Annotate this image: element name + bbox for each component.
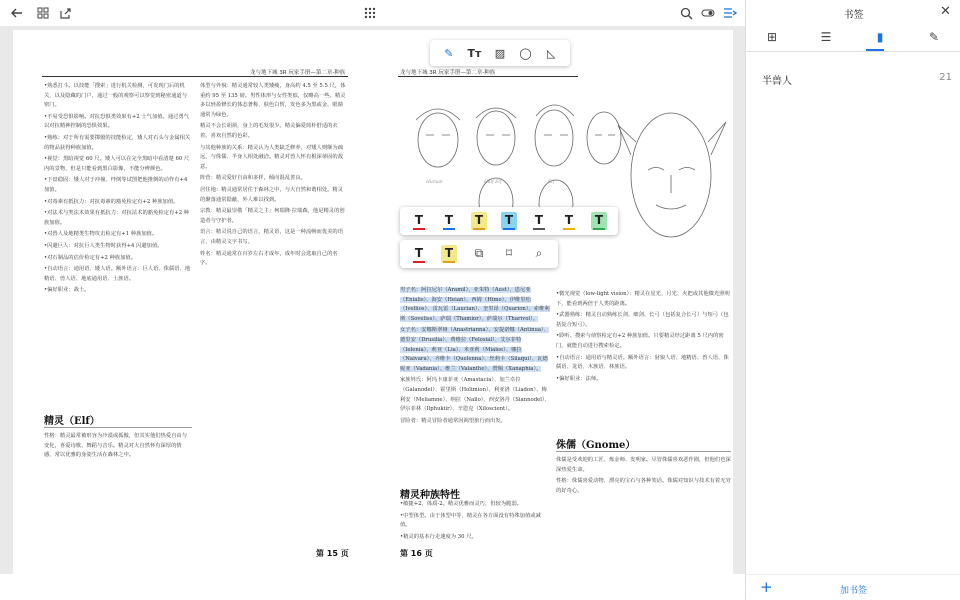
close-icon[interactable]: ✕ — [940, 4, 951, 19]
reader-toolbar — [0, 0, 745, 26]
panel-title: 书签 — [843, 10, 864, 21]
underline-yellow-option[interactable]: T — [561, 212, 577, 230]
toggle-icon[interactable] — [699, 4, 717, 22]
left-page-column-1-tail: 性格：精灵最常被形容为冷漠或孤傲，但其实他们热爱自由与变化，喜爱诗歌、舞蹈与音乐。精灵对大自然怀有深厚的情感，常以优雅的身姿生活在森林之中。 — [44, 433, 188, 459]
export-icon[interactable] — [56, 4, 74, 22]
section-title-elf: 精灵（Elf） — [44, 416, 100, 427]
header-rule — [398, 76, 578, 77]
human-label: Human — [426, 180, 443, 185]
selected-text[interactable]: 女子名：安娜斯翠娅（Anastrianna）、安提诺娜（Antinua）、德里安（Drusilia）、费维拉（Felosial）、艾尔菲特（Ielenia）、莉亚（Lia）、米亚莉（Mialee）、娜拉（Naivara）、齐维卡（Quelenna）、丝莉卡（Silaqui）、瓦德妮亚（Vadania）、维兰（Valanthe）、赞佩（Xanaphia）。 — [400, 327, 549, 372]
apps-icon[interactable] — [361, 4, 379, 22]
underline-red-option[interactable]: T — [411, 212, 427, 230]
underline-blue-option[interactable]: T — [441, 212, 457, 230]
half-elf-label: Half Elf — [484, 180, 502, 185]
annotation-tab-icon[interactable]: ✎ — [928, 30, 940, 44]
search-icon[interactable]: ⌕ — [535, 246, 543, 260]
right-page-names: 男子名：阿拉尼尔（Aramil）、亚朱特（Aust）、恩尼亚（Enialis）、海安（Heian）、西姆（Himo）、伊维里松（Ivellios）、雷瓦雷（Laucian）、奎里昂（Quarion）、索维利斯（Soveliss）、萨瑞（Thamior）、萨瑞尔（Tharivol）。 女子名：安娜斯翠娅（Anastrianna）、安提诺娜（Antinua）、德里安（Drusilia）、费维拉（Felosial）、艾尔菲特（Ielenia）、莉亚（Lia）、米亚莉（Mialee）、娜拉（Naivara）、齐维卡（Quelenna）、丝莉卡（Silaqui）、瓦德妮亚（Vadania）、维兰（Valanthe）、赞佩（Xanaphia）。 家族姓氏：阿玛卡康菲亚（Amastacia）、加兰卓拉（Galanodel）、霍里斯（Holimion）、利亚洛（Liadon）、梅利安（Meliamne）、纳拉（Naïlo）、西安洛丹（Siannodel）、伊尔菲林（Ilphukiir）、辛恩克（Xiloscient）。 冒险者：精灵冒险者通常因渴望旅行而出发。 — [400, 287, 550, 424]
bookmark-label: 半兽人 — [762, 76, 792, 87]
left-page-column-1: •熟悉打斗。以技能「搜索」进行机关检测，可发现门后的机关，以及隐藏的门户，通过一般的观察可以察觉到秘密通道与密门。 •不易受恐惧影响。对抗恐惧类效果有+2 士气加值。通过勇气以对抗精神控制的恐惧效果。 •熟练：对于所有需要掷骰的技能检定，矮人对石头与金属相关的物品获得种族加值。 •视觉：黑暗视觉 60 尺。矮人可以在完全黑暗中看清楚 60 尺内的景物，但是只能看到黑白影像，不能分辨颜色。 •下盘稳固：矮人对于冲撞、绊倒等试图把他推倒的动作有+4 加值。 •对毒素有抵抗力：对抗毒素的豁免检定有+2 种族加值。 •对法术与类法术效果有抵抗力：对抗法术的豁免检定有+2 种族加值。 •对兽人及地精类生物攻击检定有+1 种族加值。 •闪避巨人：对抗巨人类生物时获得+4 闪避加值。 •对石制品的估价检定有+2 种族加值。 •自动语言：通用语、矮人语。额外语言：巨人语、侏儒语、地精语、兽人语、地底通用语、土族语。 •偏好职业：战士。 — [44, 83, 191, 294]
selection-actions — [400, 240, 558, 268]
elf-label: Elf — [548, 180, 555, 185]
page-number: 第 16 页 — [400, 549, 433, 558]
highlight-green-option[interactable]: T — [591, 212, 607, 230]
highlight-yellow-option[interactable]: T — [471, 212, 487, 230]
status-bar — [0, 574, 745, 600]
header-rule — [42, 76, 348, 77]
bookmark-page: 21 — [939, 72, 952, 83]
shape-tool-icon[interactable]: ◺ — [546, 46, 556, 60]
selected-text[interactable]: 男子名：阿拉尼尔（Aramil）、亚朱特（Aust）、恩尼亚（Enialis）、海安（Heian）、西姆（Himo）、伊维里松（Ivellios）、雷瓦雷（Laucian）、奎里昂（Quarion）、索维利斯（Soveliss）、萨瑞（Thamior）、萨瑞尔（Tharivol）。 — [400, 287, 550, 322]
right-page-column-2: •微光视觉（low-light vision）：精灵在星光、月光、火把或其他微光照明下，能看到两倍于人类的距离。 •武器熟练：精灵自动熟练长剑、细剑、长弓（包括复合长弓）与短弓（包括复合短弓）。 •聆听、搜索与侦察检定有+2 种族加值。只要精灵经过距离 5 尺内的密门，就能自动进行搜索检定。 •自动语言：通用语与精灵语。额外语言：豺狼人语、地精语、兽人语、侏儒语、龙语、木族语、林族语。 •偏好职业：法师。 — [556, 291, 730, 382]
panel-tabs — [746, 26, 960, 52]
highlight-blue-option[interactable]: T — [501, 212, 517, 230]
grid-icon[interactable] — [34, 4, 52, 22]
page-header: 龙与地下城 3R 玩家手册—第二章-种族 — [400, 70, 496, 76]
image-tool-icon[interactable]: ▨ — [494, 46, 506, 60]
highlight-yellow-option[interactable]: T — [441, 245, 457, 263]
annotation-toolbar — [430, 40, 570, 66]
text-tool-icon[interactable]: Tт — [467, 46, 482, 60]
panel-icon[interactable] — [721, 4, 739, 22]
strike-option[interactable]: T — [531, 212, 547, 230]
bookmark-icon[interactable]: ⌑ — [505, 246, 513, 260]
left-page-column-2: 体型与外貌：精灵通常较人类矮瘦，身高约 4.5 至 5.5 尺，体重约 95 至 135 磅。男性体形与女性类似，仅略高一些。精灵多以轻盈修长的体态著称，肤色白皙，发色多为黑或金，眼睛通常为绿色。 精灵不会长胡须，身上的毛发很少。精灵偏爱简朴舒适的衣着，喜欢自然的色彩。 与其他种族的关系：精灵认为人类缺乏修养，对矮人则颇为疏远，与侏儒、半身人相处融洽。精灵对兽人怀有根深蒂固的敌意。 阵营：精灵爱好自由和多样，倾向混乱善良。 居住地：精灵通常居住于森林之中，与大自然和谐相处。精灵的聚落通常隐蔽，外人难以找到。 宗教：精灵最崇敬「精灵之主」柯瑞隆·拉瑞森，他是精灵的创造者与守护者。 语言：精灵说自己的语言，精灵语，这是一种流畅而优美的语言，由精灵文字书写。 姓名：精灵通常在百岁左右才成年，成年时会选取自己的名字。 — [200, 83, 346, 267]
section-title-elf-traits: 精灵种族特性 — [400, 490, 460, 501]
section-rule — [44, 427, 192, 428]
section-rule — [556, 451, 731, 452]
add-bookmark-button[interactable]: 加书签 — [839, 586, 867, 596]
underline-red-option[interactable]: T — [411, 245, 427, 263]
highlight-style-picker — [400, 207, 618, 235]
copy-icon[interactable]: ⧉ — [474, 246, 484, 260]
bookmark-item[interactable] — [762, 72, 952, 87]
toc-tab-icon[interactable]: ☰ — [820, 30, 832, 44]
comment-tool-icon[interactable]: ◯ — [519, 46, 532, 60]
pen-tool-icon[interactable]: ✎ — [444, 46, 454, 60]
active-tab-indicator — [866, 49, 884, 51]
add-icon[interactable]: + — [760, 578, 773, 596]
right-page-traits: •敏捷+2，体质-2。精灵优雅而灵巧，但较为脆弱。 •中型体型。由于体型中等，精灵在各方面没有特殊加值或减值。 •精灵的基本行走速度为 30 尺。 — [400, 501, 541, 540]
thumbnail-tab-icon[interactable]: ⊞ — [766, 30, 778, 44]
add-bookmark-bar — [746, 574, 960, 600]
section-title-gnome: 侏儒（Gnome） — [556, 440, 636, 451]
back-arrow-icon[interactable] — [8, 4, 26, 22]
bookmark-panel — [745, 0, 960, 600]
search-icon[interactable] — [677, 4, 695, 22]
bookmark-tab-icon[interactable]: ▮ — [876, 30, 884, 44]
page-number: 第 15 页 — [316, 549, 349, 558]
right-page-column-2-tail: 侏儒是受欢迎的工匠、炼金师、发明家。尽管侏儒喜欢恶作剧，但他们也深深热爱生命。 性格：侏儒喜爱动物、漂亮的宝石与各种笑话。侏儒对知识与技术有着无穷的好奇心。 — [556, 457, 731, 494]
page-header: 龙与地下城 3R 玩家手册—第二章-种族 — [250, 70, 346, 76]
